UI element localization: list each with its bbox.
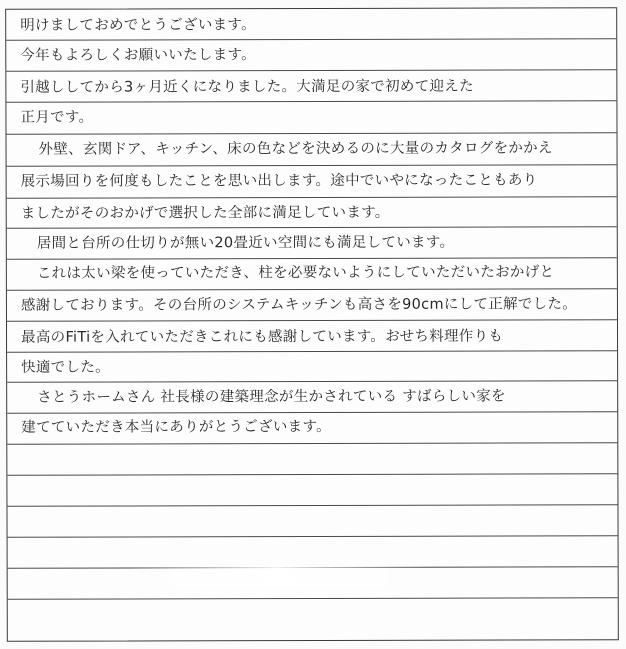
- letter-line-3: 引越ししてから3ヶ月近くになりました。大満足の家で初めて迎えた: [20, 78, 474, 96]
- scan-smudge: [128, 565, 428, 590]
- letter-line-8: 居間と台所の仕切りが無い20畳近い空間にも満足しています。: [36, 234, 455, 252]
- letter-line-1: 明けましておめでとうございます。: [20, 17, 256, 34]
- letter-line-12: 快適でした。: [21, 359, 110, 376]
- letter-line-14: 建てていただき本当にありがとうございます。: [21, 418, 331, 436]
- letter-line-9: これは太い梁を使っていただき、柱を必要ないようにしていただいたおかげと: [36, 264, 555, 282]
- letter-line-13: さとうホームさん 社長様の建築理念が生かされている すばらしい家を: [37, 388, 506, 406]
- letter-line-5: 外壁、玄関ドア、キッチン、床の色などを決めるのに大量のカタログをかかえ: [38, 140, 553, 158]
- ruled-line: [7, 442, 617, 445]
- letter-line-6: 展示場回りを何度もしたことを思い出します。途中でいやになったこともあり: [20, 172, 538, 190]
- lined-letter-card: [5, 7, 619, 642]
- ruled-line: [8, 535, 618, 538]
- ruled-line: [7, 504, 617, 507]
- letter-line-7: ましたがそのおかげで選択した全部に満足しています。: [20, 204, 390, 222]
- letter-line-10: 感謝しております。その台所のシステムキッチンも高さを90cmにして正解でした。: [20, 296, 578, 314]
- letter-line-2: 今年もよろしくお願いいたします。: [20, 47, 256, 64]
- ruled-line: [8, 597, 618, 600]
- ruled-line: [6, 69, 616, 72]
- ruled-line: [7, 319, 617, 322]
- letter-line-4: 正月です。: [20, 109, 94, 126]
- letter-line-11: 最高のFiTiを入れていただきこれにも感謝しています。おせち料理作りも: [21, 328, 504, 346]
- ruled-line: [7, 473, 617, 476]
